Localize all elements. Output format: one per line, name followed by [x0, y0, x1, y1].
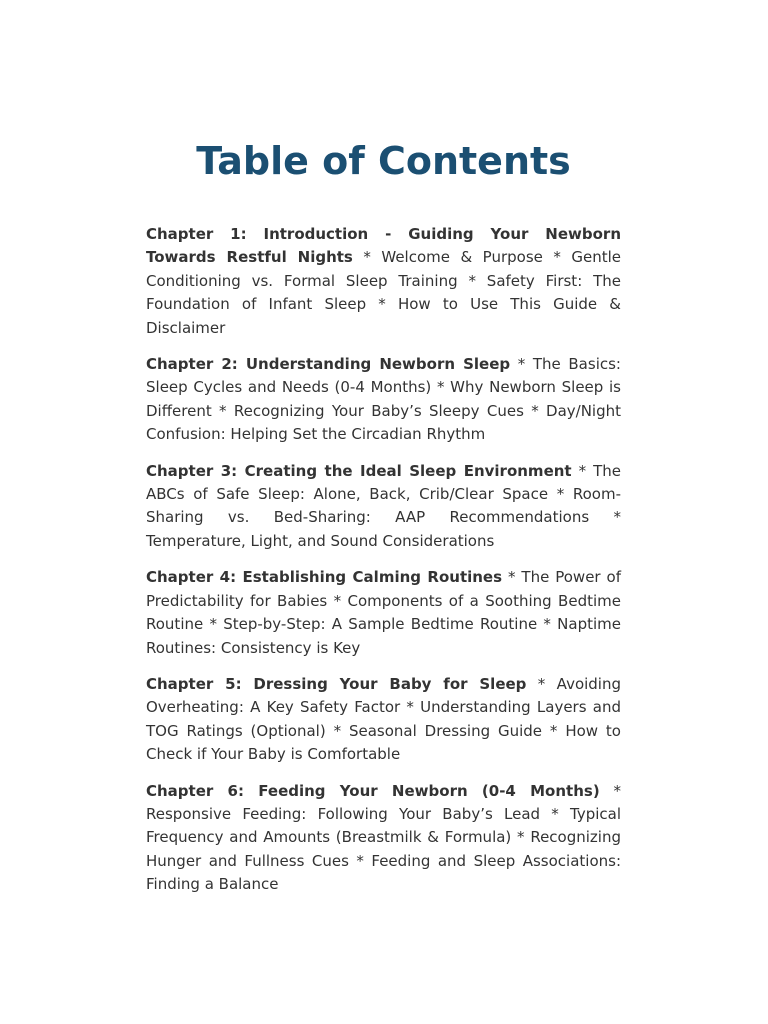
chapter-5-title: Chapter 5: Dressing Your Baby for Sleep [146, 674, 527, 693]
chapter-1-title: Chapter 1: Introduction - Guiding Your Newborn Towards Restful Nights [146, 225, 621, 267]
chapter-6-title: Chapter 6: Feeding Your Newborn (0-4 Months) [146, 781, 600, 800]
toc-entry-chapter-3 [146, 460, 621, 554]
chapter-4-title: Chapter 4: Establishing Calming Routines [146, 568, 503, 587]
chapter-2-title: Chapter 2: Understanding Newborn Sleep [146, 355, 511, 374]
chapter-3-topics: * The ABCs of Safe Sleep: Alone, Back, Crib/Clear Space * Room-Sharing vs. Bed-Sharing: AAP Recommendations * Temperature, Light, and Sound Considerations [146, 461, 622, 550]
toc-entry-chapter-2 [146, 353, 621, 447]
page-title: Table of Contents [196, 139, 571, 183]
toc-entry-chapter-6 [146, 780, 621, 897]
chapter-3-title: Chapter 3: Creating the Ideal Sleep Environment [146, 461, 572, 480]
chapter-1-topics: * Welcome & Purpose * Gentle Conditioning vs. Formal Sleep Training * Safety First: The Foundation of Infant Sleep * How to Use This Guide & Disclaimer [146, 248, 621, 337]
toc-entry-chapter-4 [146, 566, 621, 660]
toc-page [146, 136, 621, 910]
chapter-4-topics: * The Power of Predictability for Babies * Components of a Soothing Bedtime Routine * Step-by-Step: A Sample Bedtime Routine * Naptime Routines: Consistency is Key [146, 568, 621, 657]
toc-entry-chapter-5 [146, 673, 621, 767]
toc-entry-chapter-1 [146, 223, 621, 340]
chapter-6-topics: * Responsive Feeding: Following Your Baby’s Lead * Typical Frequency and Amounts (Breastmilk & Formula) * Recognizing Hunger and Fullness Cues * Feeding and Sleep Associations: Finding a Balance [146, 781, 622, 894]
chapter-2-topics: * The Basics: Sleep Cycles and Needs (0-4 Months) * Why Newborn Sleep is Different * Recognizing Your Baby’s Sleepy Cues * Day/​Night Confusion: Helping Set the Circadian Rhythm [146, 355, 621, 444]
chapter-5-topics: * Avoiding Overheating: A Key Safety Factor * Understanding Layers and TOG Ratings (Optional) * Seasonal Dressing Guide * How to Check if Your Baby is Comfortable [146, 674, 622, 764]
